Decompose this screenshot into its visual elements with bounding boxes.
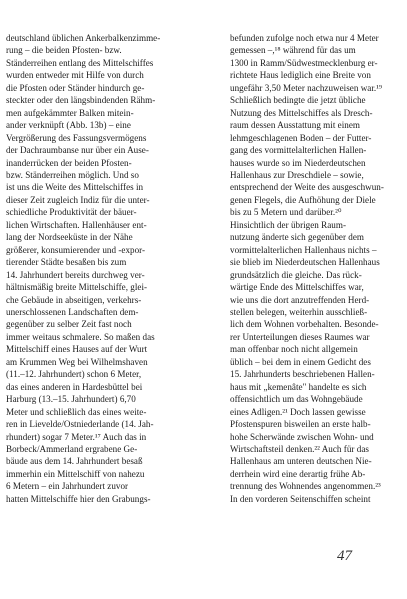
text-line: (11.–12. Jahrhundert) schon 6 Meter, xyxy=(6,369,142,380)
text-line: 15. Jahrhunderts beschriebenen Hallen- xyxy=(230,369,375,380)
text-line: derrhein wird eine derartig frühe Ab- xyxy=(230,468,366,479)
text-line: Schließlich bedingte die jetzt übliche xyxy=(230,95,366,106)
text-line: hatten Mittelschiffe hier den Grabungs- xyxy=(6,493,151,504)
text-line: immer weitaus schmalere. So maßen das xyxy=(6,331,155,342)
text-line: üblich – bei dem in einem Gedicht des xyxy=(230,356,371,367)
text-column-right xyxy=(230,32,396,505)
text-line: genen Flegels, die Aufhöhung der Diele xyxy=(230,194,376,205)
page-number: 47 xyxy=(337,548,352,564)
text-line: bzw. Ständerreihen möglich. Und so xyxy=(6,169,139,180)
text-line: 1300 in Ramm/Südwestmecklenburg er- xyxy=(230,57,378,68)
text-line: Hallenhaus am unteren deutschen Nie- xyxy=(230,456,372,467)
text-line: 14. Jahrhundert bereits durchweg ver- xyxy=(6,269,145,280)
text-line: ander verknüpft (Abb. 13b) – eine xyxy=(6,120,131,131)
text-line: rer Unterteilungen dieses Raumes war xyxy=(230,331,370,342)
text-line: trennung des Wohnendes angenommen.²³ xyxy=(230,481,381,492)
text-line: 6 Metern – ein Jahrhundert zuvor xyxy=(6,481,129,492)
text-line: Pfostenspuren bisweilen an erste halb- xyxy=(230,419,371,430)
text-line: wärtige Ende des Mittelschiffes war, xyxy=(230,282,364,293)
text-line: bis zu 5 Metern und darüber.²⁰ xyxy=(230,207,342,218)
text-line: vormittelalterlichen Hallenhaus nichts – xyxy=(230,244,377,255)
text-line: richtete Haus lediglich eine Breite von xyxy=(230,70,371,81)
text-line: lehmgeschlagenen Boden – der Futter- xyxy=(230,132,372,143)
text-line: ren in Lievelde/Ostniederlande (14. Jah- xyxy=(6,419,154,430)
text-line: raum dessen Ausstattung mit einem xyxy=(230,120,360,131)
text-line: ist uns die Weite des Mittelschiffes in xyxy=(6,182,144,193)
text-line: stellen belegen, weiterhin ausschließ- xyxy=(230,306,368,317)
text-line: gegenüber zu selber Zeit fast noch xyxy=(6,319,132,330)
text-line: che Gebäude in abseitigen, verkehrs- xyxy=(6,294,142,305)
text-line: Ständerreihen entlang des Mittelschiffes xyxy=(6,57,154,68)
text-line: nutzung änderte sich gegenüber dem xyxy=(230,232,365,243)
text-line: tierender Städte besaßen bis zum xyxy=(6,257,127,268)
text-line: rhundert) sogar 7 Meter.¹⁷ Auch das in xyxy=(6,431,147,442)
text-line: immerhin ein Mittelschiff von nahezu xyxy=(6,468,145,479)
text-line: das eines anderen in Hardesbüttel bei xyxy=(6,381,143,392)
text-line: haus mit „kemenâte" handelte es sich xyxy=(230,381,367,392)
text-column-left xyxy=(6,32,170,505)
text-line: die Pfosten oder Ständer hindurch ge- xyxy=(6,82,145,93)
text-line: steckter oder den längsbindenden Rähm- xyxy=(6,95,156,106)
text-line: Nutzung des Mittelschiffes als Dresch- xyxy=(230,107,373,118)
text-line: befunden zufolge noch etwa nur 4 Meter xyxy=(230,33,379,43)
text-line: lichen Wirtschaften. Hallenhäuser ent- xyxy=(6,219,147,230)
text-line: bäude aus dem 14. Jahrhundert besaß xyxy=(6,456,143,467)
text-line: Harburg (13.–15. Jahrhundert) 6,70 xyxy=(6,394,136,405)
text-line: ungefähr 3,50 Meter nachzuweisen war.¹⁹ xyxy=(230,82,383,93)
text-line: gang des vormittelalterlichen Hallen- xyxy=(230,145,367,156)
text-line: inanderrücken der beiden Pfosten- xyxy=(6,157,132,168)
text-line: sie blieb im Niederdeutschen Hallenhaus xyxy=(230,257,380,268)
text-line: schiedliche Produktivität der bäuer- xyxy=(6,207,137,218)
text-line: eines Adligen.²¹ Doch lassen gewisse xyxy=(230,406,366,417)
text-line: rung – die beiden Pfosten- bzw. xyxy=(6,45,122,56)
text-line: offensichtlich um das Wohngebäude xyxy=(230,394,363,405)
text-line: größerer, konsumierender und -expor- xyxy=(6,244,146,255)
text-line: grundsätzlich die gleiche. Das rück- xyxy=(230,269,362,280)
text-line: lich dem Wohnen vorbehalten. Besonde- xyxy=(230,319,379,330)
text-line: Hallenhaus zur Dreschdiele – sowie, xyxy=(230,169,364,180)
text-line: In den vorderen Seitenschiffen scheint xyxy=(230,493,371,504)
text-line: Mittelschiff eines Hauses auf der Wurt xyxy=(6,344,148,355)
text-line: hauses wurde so im Niederdeutschen xyxy=(230,157,366,168)
text-line: Wirtschaftsteil denken.²² Auch für das xyxy=(230,443,369,454)
text-line: wie uns die dort anzutreffenden Herd- xyxy=(230,294,370,305)
text-line: deutschland üblichen Ankerbalkenzimme- xyxy=(6,33,161,43)
text-line: Vergrößerung des Fassungsvermögens xyxy=(6,132,147,143)
text-line: dieser Zeit zugleich Indiz für die unter- xyxy=(6,194,150,205)
text-line: entsprechend der Weite des ausgeschwun- xyxy=(230,182,384,193)
text-line: Meter und schließlich das eines weite- xyxy=(6,406,147,417)
text-line: Hinsichtlich der übrigen Raum- xyxy=(230,219,347,230)
text-line: wurden entweder mit Hilfe von durch xyxy=(6,70,144,81)
text-line: gemessen –,¹⁸ während für das um xyxy=(230,45,356,56)
text-line: der Dachraumbanse nur über ein Ause- xyxy=(6,145,149,156)
text-line: men aufgekämmter Balken mitein- xyxy=(6,107,134,118)
text-line: unerschlossenen Landschaften dem- xyxy=(6,306,139,317)
text-line: hohe Scherwände zwischen Wohn- und xyxy=(230,431,374,442)
text-line: lang der Nordseeküste in der Nähe xyxy=(6,232,133,243)
text-line: Borbeck/Ammerland ergrabene Ge- xyxy=(6,443,138,454)
text-line: hältnismäßig breite Mittelschiffe, glei- xyxy=(6,282,148,293)
text-line: am Krummen Weg bei Wilhelmshaven xyxy=(6,356,148,367)
text-line: man offenbar noch nicht allgemein xyxy=(230,344,358,355)
